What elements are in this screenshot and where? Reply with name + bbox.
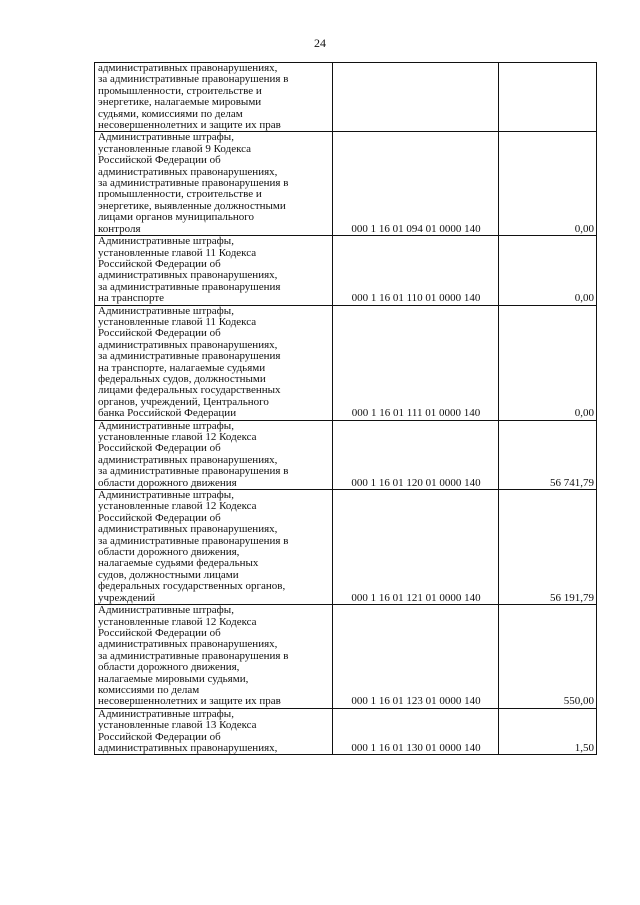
description-line: Российской Федерации об: [98, 442, 221, 455]
code-cell: 000 1 16 01 094 01 0000 140: [333, 132, 499, 236]
description-line: контроля: [98, 222, 141, 235]
description-line: за административные правонарушения в: [98, 73, 289, 86]
description-line: промышленности, строительстве и: [98, 84, 262, 97]
description-line: установленные главой 9 Кодекса: [98, 142, 252, 155]
code-cell: 000 1 16 01 120 01 0000 140: [333, 420, 499, 489]
amount-cell: 0,00: [499, 305, 597, 420]
description-line: Административные штрафы,: [98, 235, 234, 248]
description-line: Российской Федерации об: [98, 154, 221, 167]
table-row: [95, 420, 597, 489]
description-line: промышленности, строительстве и: [98, 188, 262, 201]
description-line: установленные главой 12 Кодекса: [98, 615, 257, 628]
description-line: Административные штрафы,: [98, 304, 234, 317]
code-cell: [333, 63, 499, 132]
amount-cell: 550,00: [499, 605, 597, 709]
description-line: за административные правонарушения в: [98, 465, 289, 478]
table-body: [95, 63, 597, 755]
description-line: административных правонарушениях,: [98, 638, 278, 651]
description-line: административных правонарушениях,: [98, 338, 278, 351]
description-cell: [95, 420, 333, 489]
code-cell: 000 1 16 01 121 01 0000 140: [333, 490, 499, 605]
description-cell: [95, 236, 333, 305]
description-line: несовершеннолетних и защите их прав: [98, 119, 281, 132]
description-line: административных правонарушениях,: [98, 62, 278, 74]
description-line: установленные главой 12 Кодекса: [98, 500, 257, 513]
description-line: Административные штрафы,: [98, 419, 234, 432]
description-line: за административные правонарушения в: [98, 177, 289, 190]
description-line: установленные главой 12 Кодекса: [98, 431, 257, 443]
table-row: [95, 708, 597, 755]
description-line: Административные штрафы,: [98, 131, 234, 144]
amount-cell: 56 741,79: [499, 420, 597, 489]
description-cell: [95, 708, 333, 755]
description-line: учреждений: [98, 591, 156, 604]
table-row: [95, 132, 597, 236]
table-row: [95, 63, 597, 132]
description-line: лицами федеральных государственных: [98, 384, 281, 397]
amount-cell: 0,00: [499, 132, 597, 236]
description-line: федеральных государственных органов,: [98, 580, 286, 593]
table-row: [95, 605, 597, 709]
amount-cell: 0,00: [499, 236, 597, 305]
description-cell: [95, 605, 333, 709]
description-line: Российской Федерации об: [98, 257, 221, 270]
description-line: на транспорте: [98, 292, 165, 305]
description-line: административных правонарушениях,: [98, 741, 278, 754]
description-line: налагаемые судьями федеральных: [98, 557, 259, 570]
description-line: налагаемые мировыми судьями,: [98, 672, 249, 685]
description-line: за административные правонарушения: [98, 280, 281, 293]
amount-cell: [499, 63, 597, 132]
code-cell: 000 1 16 01 111 01 0000 140: [333, 305, 499, 420]
description-line: судьями, комиссиями по делам: [98, 107, 243, 120]
description-line: комиссиями по делам: [98, 683, 200, 696]
revenue-table: [94, 62, 597, 755]
description-line: за административные правонарушения в: [98, 649, 289, 662]
amount-cell: 1,50: [499, 708, 597, 755]
table-row: [95, 305, 597, 420]
description-line: Административные штрафы,: [98, 604, 234, 617]
description-cell: [95, 132, 333, 236]
description-line: Административные штрафы,: [98, 489, 234, 502]
description-line: установленные главой 11 Кодекса: [98, 315, 257, 328]
description-line: на транспорте, налагаемые судьями: [98, 361, 266, 374]
table-row: [95, 490, 597, 605]
description-line: банка Российской Федерации: [98, 407, 237, 420]
description-line: за административные правонарушения в: [98, 534, 289, 547]
page-number: 24: [314, 36, 326, 50]
description-line: административных правонарушениях,: [98, 269, 278, 282]
description-line: лицами органов муниципального: [98, 211, 254, 224]
description-cell: [95, 63, 333, 132]
table-row: [95, 236, 597, 305]
description-line: области дорожного движения,: [98, 661, 240, 674]
description-line: области дорожного движения,: [98, 546, 240, 559]
description-line: судов, должностными лицами: [98, 568, 239, 581]
description-cell: [95, 305, 333, 420]
description-line: за административные правонарушения: [98, 350, 281, 363]
description-line: Российской Федерации об: [98, 327, 221, 340]
amount-cell: 56 191,79: [499, 490, 597, 605]
description-line: Административные штрафы,: [98, 707, 234, 720]
description-line: административных правонарушениях,: [98, 453, 278, 466]
code-cell: 000 1 16 01 123 01 0000 140: [333, 605, 499, 709]
description-line: федеральных судов, должностными: [98, 372, 266, 385]
code-cell: 000 1 16 01 130 01 0000 140: [333, 708, 499, 755]
description-line: установленные главой 11 Кодекса: [98, 246, 257, 259]
description-line: энергетике, выявленные должностными: [98, 199, 286, 212]
description-line: области дорожного движения: [98, 476, 237, 489]
description-line: Российской Федерации об: [98, 511, 221, 524]
description-line: установленные главой 13 Кодекса: [98, 719, 257, 732]
description-line: энергетике, налагаемые мировыми: [98, 96, 262, 109]
description-cell: [95, 490, 333, 605]
description-line: несовершеннолетних и защите их прав: [98, 695, 281, 708]
description-line: административных правонарушениях,: [98, 523, 278, 536]
description-line: Российской Федерации об: [98, 626, 221, 639]
code-cell: 000 1 16 01 110 01 0000 140: [333, 236, 499, 305]
description-line: Российской Федерации об: [98, 730, 221, 743]
description-line: административных правонарушениях,: [98, 165, 278, 178]
description-line: органов, учреждений, Центрального: [98, 395, 269, 408]
